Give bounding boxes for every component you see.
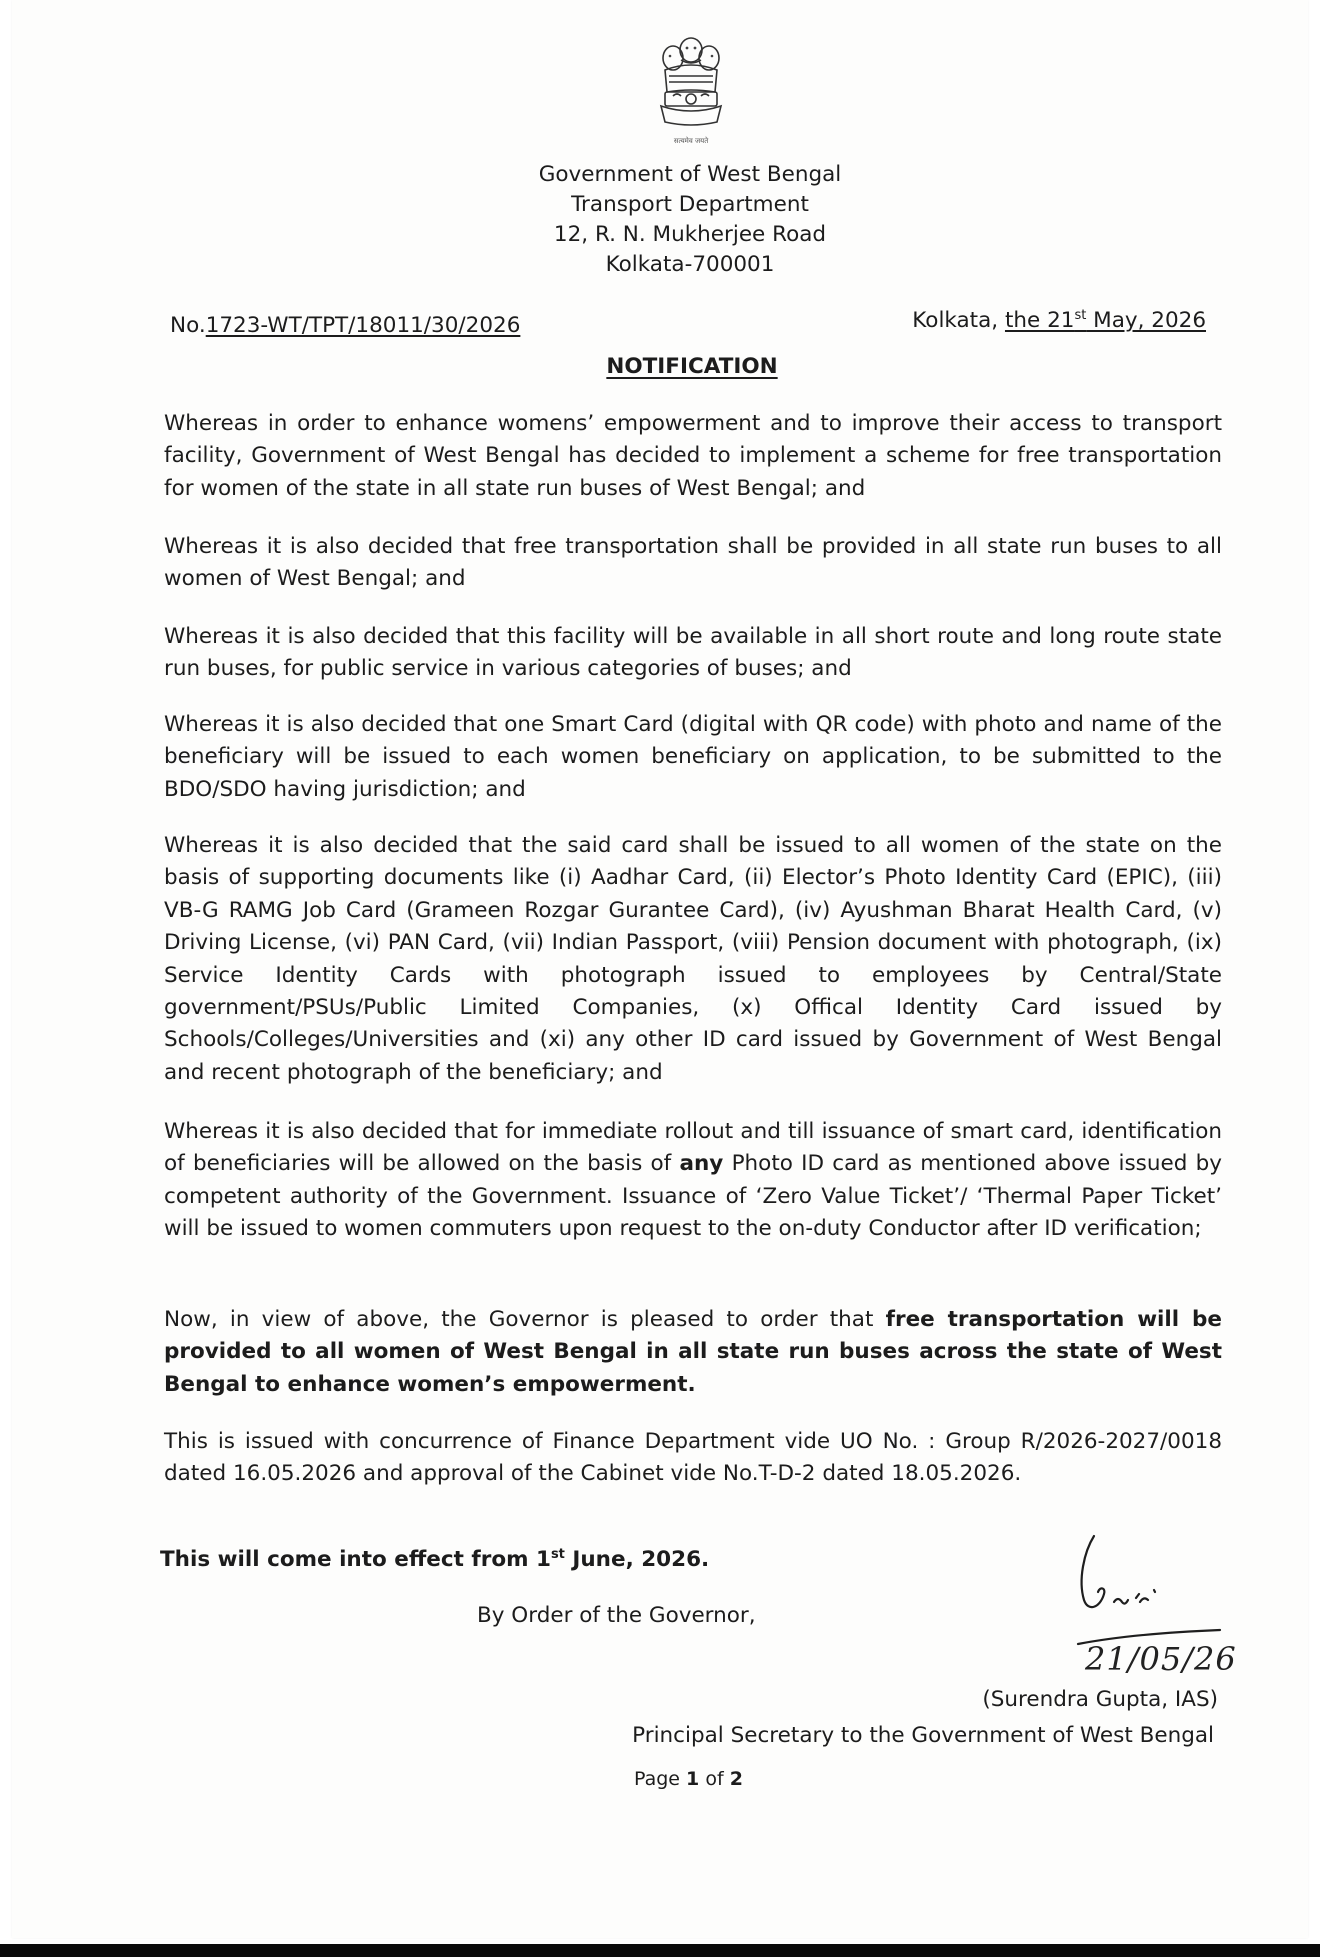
by-order-line: By Order of the Governor, [477, 1603, 756, 1628]
paragraph-8: This is issued with concurrence of Finance Department vide UO No. : Group R/2026-2027/0018 dated 16.05.2026 and approval of the Cabinet vide No.T-D-2 dated 18.05.2026. [164, 1429, 1222, 1487]
paragraph-1: Whereas in order to enhance womens’ empowerment and to improve their access to transport facility, Government of West Bengal has decided to implement a scheme for free transportation for women of the state in all state run buses of West Bengal; and [164, 411, 1222, 501]
date-day: the 21 [1004, 308, 1075, 333]
letterhead-address: 12, R. N. Mukherjee Road [553, 222, 827, 247]
paragraph-7-emphasis: free transportation will be provided to all women of West Bengal in all state run buses across the state of West Bengal to enhance women’s empowerment. [164, 1307, 1222, 1397]
paragraph-2: Whereas it is also decided that free transportation shall be provided in all state run buses to all women of West Bengal; and [164, 534, 1222, 592]
letterhead-city: Kolkata-700001 [605, 252, 775, 277]
paragraph-7 [164, 1304, 1222, 1401]
date-place: Kolkata, [912, 308, 999, 333]
letterhead-department: Transport Department [571, 192, 809, 217]
date-value [1005, 308, 1206, 333]
letterhead-government: Government of West Bengal [538, 162, 842, 187]
reference-value: 1723-WT/TPT/18011/30/2026 [205, 313, 521, 338]
signatory-name: (Surendra Gupta, IAS) [982, 1687, 1218, 1712]
page-prefix: Page [634, 1768, 687, 1790]
effective-date-suffix: st [550, 1547, 565, 1562]
signatory-designation: Principal Secretary to the Government of West Bengal [632, 1723, 1214, 1748]
effective-date-text: This will come into effect from 1 [160, 1547, 551, 1572]
bottom-edge-bar [0, 1944, 1320, 1957]
page-of: of [699, 1768, 730, 1790]
date-day-suffix: st [1074, 308, 1087, 323]
reference-number [170, 313, 520, 338]
paragraph-7-text: Now, in view of above, the Governor is pleased to order that [164, 1307, 886, 1332]
date-month-year: May, 2026 [1086, 308, 1206, 333]
notification-title: NOTIFICATION [606, 354, 778, 379]
paragraph-4: Whereas it is also decided that one Smart Card (digital with QR code) with photo and name of the beneficiary will be issued to each women beneficiary on application, to be submitted to the BDO/SDO having jurisdiction; and [164, 712, 1222, 802]
paragraph-6-text-a: Whereas it is also decided that for immediate rollout and till issuance of smart card, identification of beneficiaries will be allowed on the basis of [164, 1119, 1222, 1177]
paragraph-6-emphasis: any [679, 1151, 724, 1177]
paragraph-6 [164, 1116, 1222, 1246]
signature-date: 21/05/26 [1085, 1640, 1237, 1678]
page-current: 1 [686, 1768, 700, 1790]
effective-date [160, 1547, 709, 1572]
state-emblem-icon [651, 30, 731, 142]
paragraph-3: Whereas it is also decided that this facility will be available in all short route and long route state run buses, for public service in various categories of buses; and [164, 624, 1222, 682]
paragraph-6-text-b: Photo ID card as mentioned above issued by competent authority of the Government. Issuance of ‘Zero Value Ticket’/ ‘Thermal Paper Ticket’ will be issued to women commuters upon request to the on-duty Conductor after ID verification; [164, 1151, 1222, 1242]
effective-date-value: June, 2026. [564, 1547, 710, 1572]
page-number [634, 1768, 743, 1790]
reference-prefix: No. [170, 313, 206, 338]
page-total: 2 [729, 1768, 743, 1790]
paragraph-5: Whereas it is also decided that the said card shall be issued to all women of the state on the basis of supporting documents like (i) Aadhar Card, (ii) Elector’s Photo Identity Card (EPIC), (iii) VB-G RAMG Job Card (Grameen Rozgar Gurantee Card), (iv) Ayushman Bharat Health Card, (v) Driving License, (vi) PAN Card, (vii) Indian Passport, (viii) Pension document with photograph, (ix) Service Identity Cards with photograph issued to employees by Central/State government/PSUs/Public Limited Companies, (x) Offical Identity Card issued by Schools/Colleges/Universities and (xi) any other ID card issued by Government of West Bengal and recent photograph of the beneficiary; and [164, 833, 1222, 1085]
letterhead [420, 160, 960, 280]
issue-date [912, 308, 1206, 333]
emblem-caption: सत्यमेव जयते [673, 137, 709, 145]
